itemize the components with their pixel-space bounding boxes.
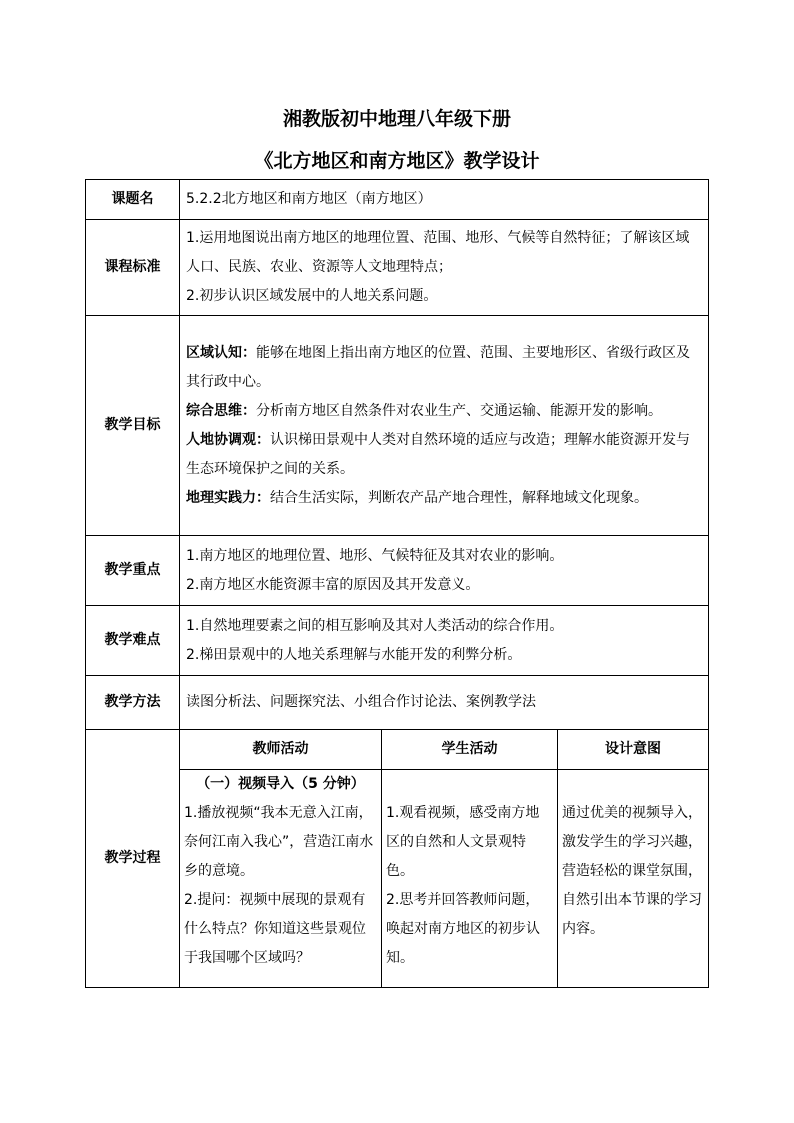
row-method <box>86 676 709 730</box>
goal-text: 分析南方地区自然条件对农业生产、交通运输、能源开发的影响。 <box>256 402 662 419</box>
intent-text: 通过优美的视频导入，激发学生的学习兴趣，营造轻松的课堂氛围，自然引出本节课的学习内容。 <box>562 805 702 937</box>
value-key-points <box>180 536 709 606</box>
teacher-line-1: 1.播放视频“我本无意入江南，奈何江南入我心”，营造江南水乡的意境。 <box>184 805 374 879</box>
row-standard <box>86 220 709 316</box>
goal-text: 认识梯田景观中人类对自然环境的适应与改造；理解水能资源开发与生态环境保护之间的关系。 <box>186 431 690 477</box>
value-difficult-points <box>180 606 709 676</box>
goal-head: 人地协调观： <box>186 431 270 448</box>
label-standard: 课程标准 <box>86 220 180 316</box>
label-goals: 教学目标 <box>86 316 180 536</box>
row-difficult-points <box>86 606 709 676</box>
value-method: 读图分析法、问题探究法、小组合作讨论法、案例教学法 <box>180 676 709 730</box>
goal-head: 综合思维： <box>186 402 256 419</box>
lesson-plan-table <box>85 179 709 988</box>
label-topic: 课题名 <box>86 180 180 220</box>
row-process-header <box>86 730 709 770</box>
goal-item <box>186 397 702 426</box>
header-teacher: 教师活动 <box>180 730 382 770</box>
difficult-line-2: 2.梯田景观中的人地关系理解与水能开发的利弊分析。 <box>186 646 522 663</box>
label-method: 教学方法 <box>86 676 180 730</box>
difficult-line-1: 1.自然地理要素之间的相互影响及其对人类活动的综合作用。 <box>186 617 564 634</box>
value-standard <box>180 220 709 316</box>
row-topic <box>86 180 709 220</box>
document-subtitle: 《北方地区和南方地区》教学设计 <box>254 150 540 172</box>
goal-head: 区域认知： <box>186 344 256 361</box>
label-difficult-points: 教学难点 <box>86 606 180 676</box>
goal-text: 结合生活实际，判断农产品产地合理性，解释地域文化现象。 <box>270 489 648 506</box>
label-key-points: 教学重点 <box>86 536 180 606</box>
row-process-content <box>86 770 709 988</box>
standard-line-2: 2.初步认识区域发展中的人地关系问题。 <box>186 288 438 304</box>
row-goals <box>86 316 709 536</box>
label-process: 教学过程 <box>86 730 180 988</box>
goal-text: 能够在地图上指出南方地区的位置、范围、主要地形区、省级行政区及其行政中心。 <box>186 344 690 390</box>
design-intent <box>558 770 709 988</box>
student-line-1: 1.观看视频，感受南方地区的自然和人文景观特色。 <box>386 805 540 879</box>
student-line-2: 2.思考并回答教师问题，唤起对南方地区的初步认知。 <box>386 892 540 966</box>
header-student: 学生活动 <box>382 730 558 770</box>
document-title: 湘教版初中地理八年级下册 <box>282 108 511 130</box>
goal-item <box>186 484 702 513</box>
student-activity <box>382 770 558 988</box>
header-intent: 设计意图 <box>558 730 709 770</box>
key-line-1: 1.南方地区的地理位置、地形、气候特征及其对农业的影响。 <box>186 547 564 564</box>
section-heading: （一）视频导入（5 分钟） <box>196 776 365 792</box>
goal-item <box>186 426 702 484</box>
standard-line-1: 1.运用地图说出南方地区的地理位置、范围、地形、气候等自然特征；了解该区域人口、民族、农业、资源等人文地理特点； <box>186 230 690 275</box>
teacher-line-2: 2.提问：视频中展现的景观有什么特点？你知道这些景观位于我国哪个区域吗？ <box>184 892 366 966</box>
goal-head: 地理实践力： <box>186 489 270 506</box>
value-goals <box>180 316 709 536</box>
value-topic: 5.2.2北方地区和南方地区（南方地区） <box>180 180 709 220</box>
teacher-activity <box>180 770 382 988</box>
row-key-points <box>86 536 709 606</box>
goal-item <box>186 339 702 397</box>
key-line-2: 2.南方地区水能资源丰富的原因及其开发意义。 <box>186 576 480 593</box>
